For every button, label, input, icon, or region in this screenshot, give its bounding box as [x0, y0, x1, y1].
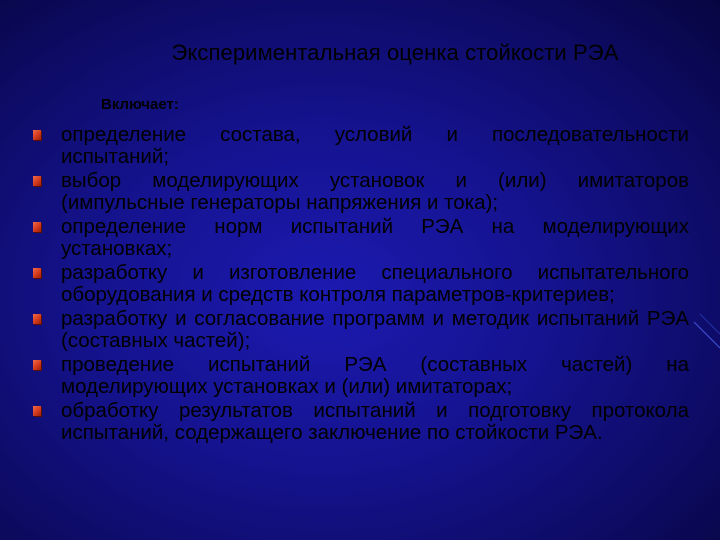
square-bullet-icon — [33, 360, 41, 370]
decorative-line-icon — [690, 300, 720, 360]
list-item-text: определение норм испытаний РЭА на моделирующих установках; — [61, 215, 689, 260]
list-item — [33, 124, 689, 168]
list-item — [33, 170, 689, 214]
list-item — [33, 354, 689, 398]
square-bullet-icon — [33, 314, 41, 324]
list-item-text: проведение испытаний РЭА (составных частей) на моделирующих установках и (или) имитаторах; — [61, 353, 689, 398]
list-item-text: разработку и согласование программ и методик испытаний РЭА (составных частей); — [61, 307, 689, 352]
bullet-list — [33, 124, 689, 446]
square-bullet-icon — [33, 268, 41, 278]
list-item-text: разработку и изготовление специального испытательного оборудования и средств контроля параметров-критериев; — [61, 261, 689, 306]
square-bullet-icon — [33, 222, 41, 232]
list-item — [33, 262, 689, 306]
list-item — [33, 308, 689, 352]
square-bullet-icon — [33, 176, 41, 186]
list-item — [33, 216, 689, 260]
square-bullet-icon — [33, 406, 41, 416]
list-item — [33, 400, 689, 444]
slide-title: Экспериментальная оценка стойкости РЭА — [171, 40, 619, 65]
slide-subtitle: Включает: — [101, 96, 179, 113]
square-bullet-icon — [33, 130, 41, 140]
list-item-text: выбор моделирующих установок и (или) имитаторов (импульсные генераторы напряжения и тока); — [61, 169, 689, 214]
list-item-text: обработку результатов испытаний и подготовку протокола испытаний, содержащего заключение по стойкости РЭА. — [61, 399, 689, 444]
list-item-text: определение состава, условий и последовательности испытаний; — [61, 123, 689, 168]
